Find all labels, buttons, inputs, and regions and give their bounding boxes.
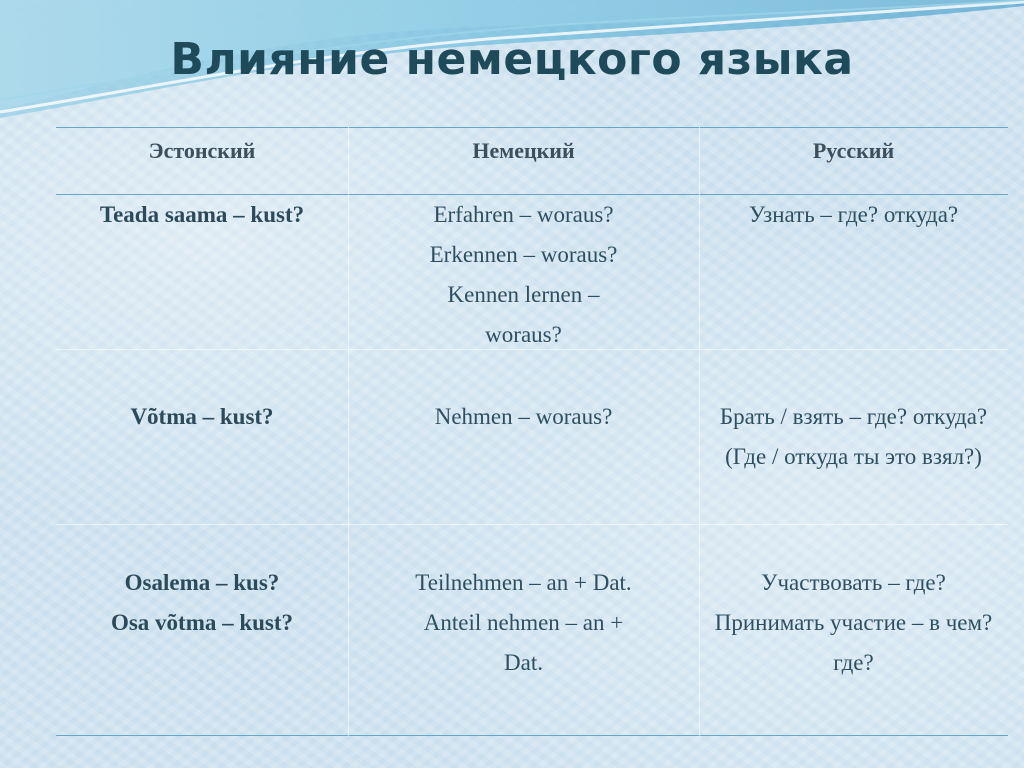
cell-text: Узнать – где? откуда? [748, 202, 959, 227]
cell-text: Võtma – kust? [130, 404, 274, 429]
table-row-2-russian [699, 397, 1008, 477]
cell-text: Erfahren – woraus? [433, 202, 614, 227]
table-row-2-estonian [56, 397, 348, 437]
table-top-rule [56, 127, 1008, 128]
table-row-1-russian [699, 195, 1008, 235]
cell-text: где? [833, 650, 874, 675]
comparison-table [56, 127, 1008, 737]
header-label: Эстонский [148, 138, 256, 163]
cell-text: Участвовать – где? [761, 570, 946, 595]
cell-text: Osa võtma – kust? [110, 610, 294, 635]
table-row-3-estonian [56, 563, 348, 643]
cell-text: Teilnehmen – an + Dat. [415, 570, 632, 595]
table-row-1-german [348, 195, 699, 355]
cell-text: Dat. [504, 650, 543, 675]
cell-text: woraus? [485, 322, 562, 347]
cell-text: Anteil nehmen – an + [423, 610, 624, 635]
header-russian [699, 131, 1008, 171]
header-label: Немецкий [472, 138, 575, 163]
table-row-3-german [348, 563, 699, 683]
page-title: Влияние немецкого языка [170, 34, 854, 85]
table-row-1-estonian [56, 195, 348, 235]
cell-text: (Где / откуда ты это взял?) [725, 444, 982, 469]
table-bottom-rule [56, 735, 1008, 736]
cell-text: Kennen lernen – [447, 282, 600, 307]
row-separator [56, 524, 1008, 525]
cell-text: Teada saama – kust? [99, 202, 305, 227]
header-label: Русский [812, 138, 895, 163]
cell-text: Принимать участие – в чем? [714, 610, 993, 635]
table-row-2-german [348, 397, 699, 437]
header-german [348, 131, 699, 171]
cell-text: Osalema – kus? [124, 570, 280, 595]
cell-text: Брать / взять – где? откуда? [719, 404, 988, 429]
cell-text: Erkennen – woraus? [429, 242, 618, 267]
table-row-3-russian [699, 563, 1008, 683]
cell-text: Nehmen – woraus? [434, 404, 613, 429]
header-estonian [56, 131, 348, 171]
